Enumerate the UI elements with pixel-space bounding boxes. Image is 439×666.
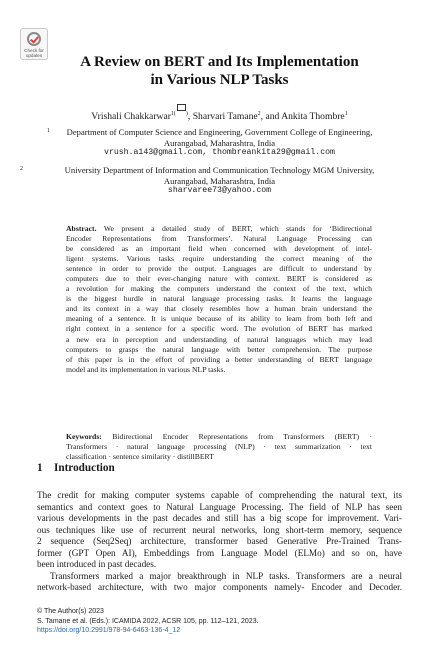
abstract-line: sentence in order to provide the output. Languages are difficult to understand by xyxy=(66,264,372,274)
author-list: Vrishali Chakkarwar$^{1( )}$, Sharvari Tamane$^2$, and Ankita Thombre$^1$ xyxy=(30,108,409,123)
abstract-line: ligent systems. Various tasks require understanding the correct meaning of the xyxy=(66,254,372,264)
keywords-line: Transformers · natural language processing (NLP) · text summarization · text xyxy=(66,442,372,452)
check-for-updates-icon xyxy=(27,32,41,46)
affiliation-2 xyxy=(20,165,419,197)
affiliation-line: Aurangabad, Maharashtra, India xyxy=(163,137,276,148)
body-line: Transformers marked a major breakthrough in NLP tasks. Transformers are a neural xyxy=(50,570,402,581)
body-line: been introduced in past decades. xyxy=(37,559,157,570)
abstract-line: model and its implementation in various NLP tasks. xyxy=(66,364,226,374)
abstract-line: is the biggest hurdle in natural language processing tasks. It learns the language xyxy=(66,294,372,304)
abstract-line: a revolution for making the computers understand the context of the text, which xyxy=(66,284,372,294)
body-line: various developments in the past decades and still has a big scope for improvement. Vari- xyxy=(37,513,402,524)
section-number: 1 xyxy=(37,462,43,474)
copyright-line: © The Author(s) 2023 xyxy=(37,608,104,615)
paper-title-line-1: A Review on BERT and Its Implementation xyxy=(80,54,359,70)
body-line: former (GPT Open AI), Embeddings from Language Model (ELMo) and so on, have xyxy=(37,547,402,558)
affiliation-number: 2 xyxy=(20,166,23,172)
abstract-line: of this paper is in the effort of providing a better understanding of BERT language xyxy=(66,354,372,364)
body-line: 2 sequence (Seq2Seq) architecture, transformer based Generative Pre-Trained Trans- xyxy=(37,536,402,547)
keywords xyxy=(66,432,372,462)
keywords-label: Keywords: xyxy=(66,432,102,441)
abstract-label: Abstract. xyxy=(66,224,97,233)
footer xyxy=(37,607,259,636)
doi-link[interactable]: https://doi.org/10.2991/978-94-6463-136-4_12 xyxy=(37,627,181,635)
abstract xyxy=(66,224,372,375)
abstract-line: meaning of a sentence. It is unique because of its ability to learn from both left and xyxy=(66,314,372,324)
section-title: Introduction xyxy=(54,462,115,474)
body-line: The credit for making computer systems capable of comprehending the natural text, its xyxy=(37,490,402,500)
body-text xyxy=(37,490,402,594)
paper-title-line-2: in Various NLP Tasks xyxy=(150,72,289,88)
author-name: Sharvari Tamane xyxy=(192,111,258,122)
envelope-icon[interactable] xyxy=(177,104,186,111)
abstract-line: Abstract. We present a detailed study of BERT, which stands for ‘Bidirectional xyxy=(66,224,372,233)
body-line: semantics and context goes to Natural Language Processing. The field of NLP has seen xyxy=(37,501,402,512)
author-sup: 1 xyxy=(344,111,348,117)
author-sup: 2 xyxy=(257,111,261,117)
keywords-line: Keywords: Bidirectional Encoder Representations from Transformers (BERT) · xyxy=(66,432,372,441)
abstract-line: computers due to their ever-changing nature with context. BERT is considered as xyxy=(66,274,372,284)
affiliation-email[interactable]: sharvaree73@yahoo.com xyxy=(167,186,272,196)
affiliation-line: Department of Computer Science and Engineering, Government College of Engineering, xyxy=(66,127,373,137)
author-name: Vrishali Chakkarwar xyxy=(91,111,171,122)
abstract-line: and its context in a way that closely resembles how a human brain understand the xyxy=(66,304,372,314)
keywords-line: classification · sentence similarity · distillBERT xyxy=(66,452,214,462)
section-heading xyxy=(37,462,115,474)
body-line: network-based architecture, with two major components namely- Encoder and Decoder. xyxy=(37,582,402,593)
affiliation-line: University Department of Information and Communication Technology MGM University, xyxy=(64,165,375,175)
abstract-line: Encoder Representations from Transformers’. Natural Language Processing can xyxy=(66,234,372,244)
affiliation-line: Aurangabad, Maharashtra, India xyxy=(163,175,276,186)
abstract-line: a new era in perception and understanding of natural languages which may lead xyxy=(66,334,372,344)
abstract-line: be considered as an important field when concerned with development of intel- xyxy=(66,244,372,254)
affiliation-email[interactable]: vrush.a143@gmail.com, thombreankita29@gmail.com xyxy=(104,148,335,158)
author-name: Ankita Thombre xyxy=(281,111,345,122)
author-sup: 1( ) xyxy=(171,111,188,117)
badge-text: Check for updates xyxy=(24,48,44,58)
abstract-line: right context in a sentence for a specific word. The evolution of BERT has marked xyxy=(66,324,372,334)
abstract-line: computers to grasps the natural language with better comprehension. The purpose xyxy=(66,344,372,354)
affiliation-number: 1 xyxy=(47,128,50,134)
citation-line: S. Tamane et al. (Eds.): ICAMIDA 2022, ACSR 105, pp. 112–121, 2023. xyxy=(37,617,259,625)
body-line: ous techniques like use of recurrent neural networks, long short-term memory, sequence xyxy=(37,524,402,535)
affiliation-1 xyxy=(20,127,419,159)
